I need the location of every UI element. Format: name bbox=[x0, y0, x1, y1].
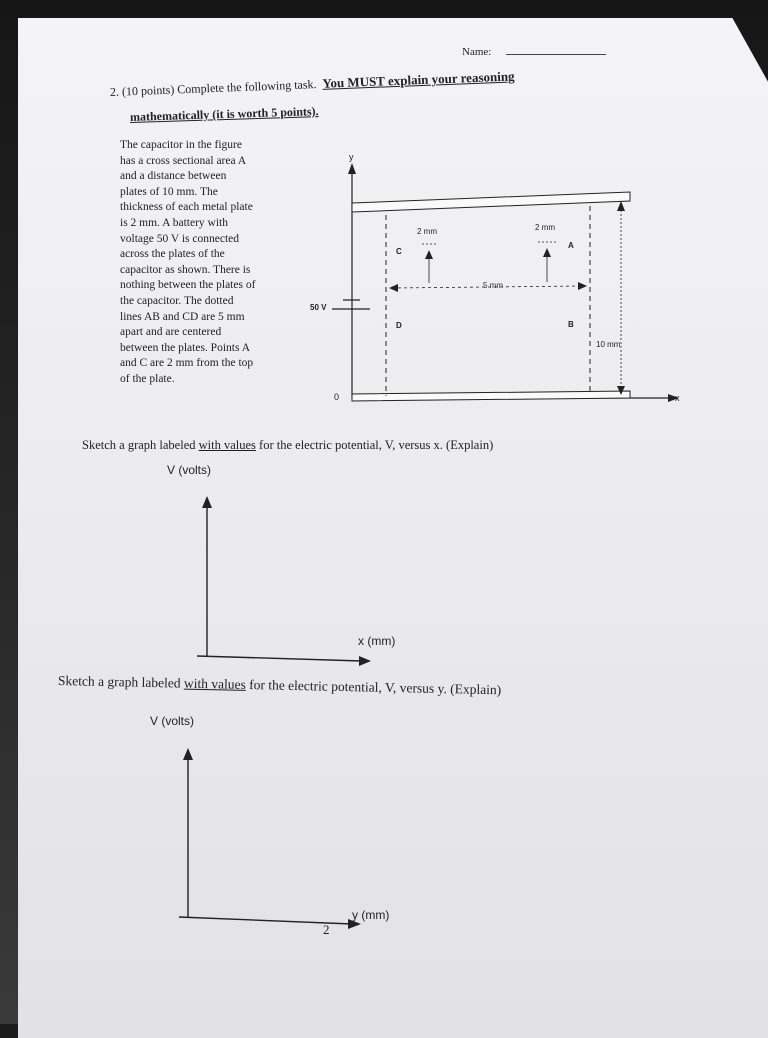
paragraph-line: apart and are centered bbox=[120, 326, 222, 339]
graph2-y-arrow bbox=[183, 748, 193, 760]
paragraph-line: of the plate. bbox=[120, 372, 175, 385]
question-number-points: 2. (10 points) Complete the following task. bbox=[109, 77, 317, 99]
middle-5mm-arrow-left bbox=[389, 284, 398, 292]
page-number: 2 bbox=[323, 922, 330, 937]
right-2mm-label: 2 mm bbox=[535, 223, 555, 232]
name-label: Name: bbox=[462, 46, 492, 58]
point-c-label: C bbox=[396, 247, 402, 256]
bottom-plate bbox=[352, 391, 630, 401]
middle-5mm-arrow-right bbox=[578, 282, 587, 290]
graph1-x-axis bbox=[197, 656, 362, 661]
origin-label: 0 bbox=[334, 392, 340, 402]
paragraph-line: is 2 mm. A battery with bbox=[120, 216, 228, 229]
gap-dimension-label: 10 mm bbox=[596, 340, 621, 349]
question-subheading: mathematically (it is worth 5 points). bbox=[129, 104, 319, 124]
graph1-x-arrow bbox=[359, 656, 371, 666]
point-a-label: A bbox=[568, 241, 574, 250]
sketch2-underlined: with values bbox=[183, 675, 246, 692]
sketch2-post: for the electric potential, V, versus y. (Explain) bbox=[245, 676, 502, 698]
paragraph-line: The capacitor in the figure bbox=[120, 139, 242, 151]
paragraph-line: voltage 50 V is connected bbox=[120, 232, 240, 245]
battery-voltage-label: 50 V bbox=[310, 303, 327, 312]
paragraph-line: plates of 10 mm. The bbox=[120, 185, 218, 198]
question-emphasis: You MUST explain your reasoning bbox=[322, 68, 515, 91]
sketch2-pre: Sketch a graph labeled bbox=[57, 673, 185, 691]
sketch1-underlined: with values bbox=[198, 438, 256, 452]
y-axis-label: y bbox=[349, 152, 354, 162]
left-2mm-arrow bbox=[425, 250, 433, 259]
graph2-y-label: V (volts) bbox=[150, 714, 195, 728]
left-2mm-label: 2 mm bbox=[417, 227, 437, 236]
point-b-label: B bbox=[568, 320, 574, 329]
paragraph-line: and C are 2 mm from the top bbox=[120, 357, 254, 370]
paragraph-line: thickness of each metal plate bbox=[120, 201, 253, 214]
paragraph-line: between the plates. Points A bbox=[120, 341, 250, 354]
paragraph-line: across the plates of the bbox=[120, 248, 225, 261]
top-plate bbox=[352, 192, 630, 212]
paragraph-line: and a distance between bbox=[120, 170, 227, 183]
sketch-prompt-1 bbox=[82, 438, 493, 453]
gap-arrow-top bbox=[617, 201, 625, 211]
sketch1-post: for the electric potential, V, versus x. (Explain) bbox=[255, 438, 494, 452]
paragraph-line: the capacitor. The dotted bbox=[120, 294, 234, 307]
middle-5mm-label: 5 mm bbox=[483, 281, 503, 290]
graph1-y-arrow bbox=[202, 496, 212, 508]
paragraph-line: lines AB and CD are 5 mm bbox=[120, 310, 245, 323]
graph2-x-label: y (mm) bbox=[352, 908, 390, 922]
paragraph-line: has a cross sectional area A bbox=[120, 154, 247, 167]
graph1-x-label: x (mm) bbox=[358, 634, 396, 648]
paragraph-line: capacitor as shown. There is bbox=[120, 263, 251, 276]
graph1-y-label: V (volts) bbox=[167, 463, 212, 477]
paragraph-line: nothing between the plates of bbox=[120, 279, 256, 292]
point-d-label: D bbox=[396, 321, 402, 330]
y-axis-arrowhead bbox=[348, 163, 356, 174]
right-2mm-arrow bbox=[543, 248, 551, 257]
sketch1-pre: Sketch a graph labeled bbox=[82, 438, 199, 452]
x-axis-label: x bbox=[675, 393, 680, 403]
